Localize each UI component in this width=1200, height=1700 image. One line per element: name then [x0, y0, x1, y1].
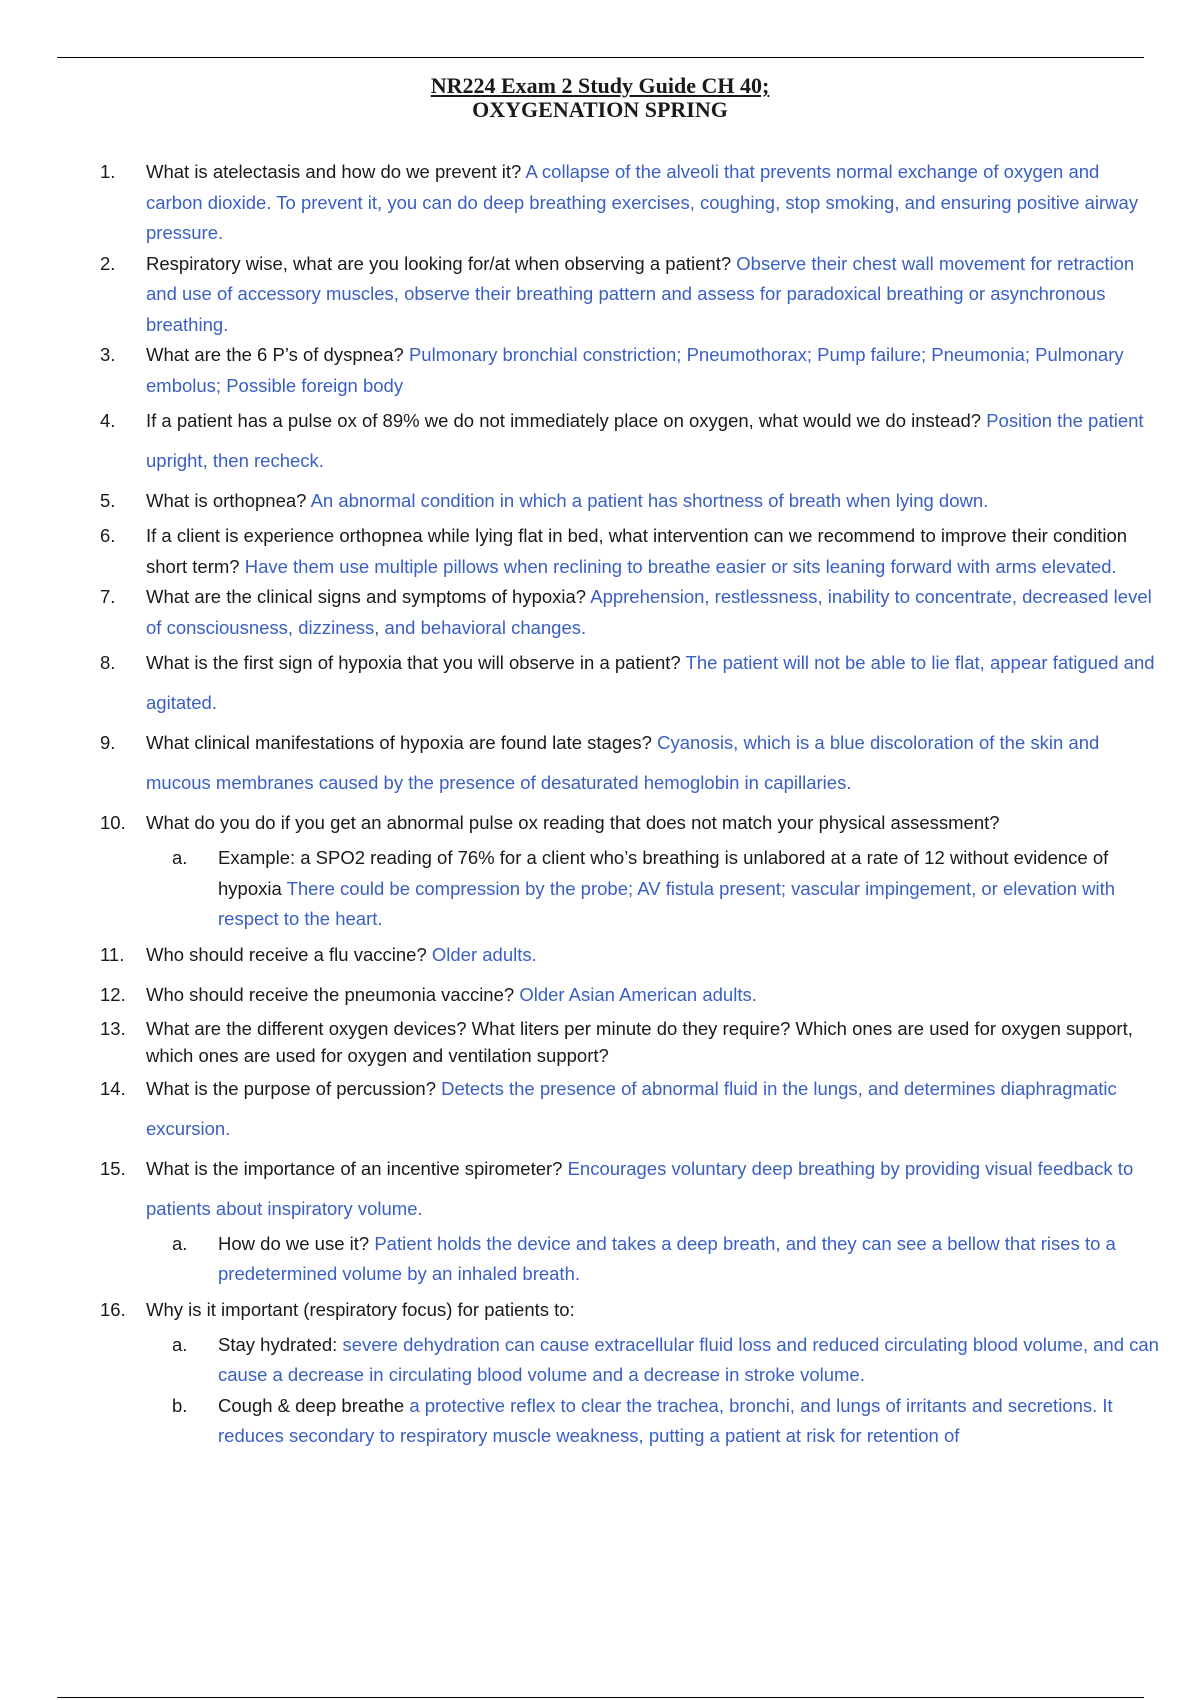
answer-text: An abnormal condition in which a patient has shortness of breath when lying down. — [310, 490, 989, 511]
question-number: 7. — [100, 586, 116, 607]
question-8 — [100, 643, 1160, 723]
page-title — [0, 74, 1200, 122]
question-number: 8. — [100, 652, 116, 673]
subquestion-15a — [172, 1229, 1160, 1290]
subquestion-letter: a. — [172, 1232, 188, 1254]
question-number: 3. — [100, 344, 116, 365]
subquestion-10a — [172, 843, 1160, 935]
question-number: 11. — [100, 943, 125, 965]
answer-text: Pulmonary bronchial constriction; Pneumothorax; Pump failure; Pneumonia; Pulmonary embolus; Possible foreign body — [146, 344, 1124, 396]
bottom-rule — [57, 1697, 1144, 1698]
answer-text: Older Asian American adults. — [519, 983, 757, 1005]
question-number: 10. — [100, 812, 126, 833]
answer-text: Cyanosis, which is a blue discoloration of the skin and mucous membranes caused by the presence of desaturated hemoglobin in capillaries. — [146, 732, 1100, 793]
question-14 — [100, 1069, 1160, 1149]
answer-text: Older adults. — [431, 943, 537, 965]
answer-text: Have them use multiple pillows when reclining to breathe easier or sits leaning forward with arms elevated. — [244, 555, 1117, 577]
question-text: What is the purpose of percussion? — [146, 1077, 436, 1099]
question-number: 14. — [100, 1077, 126, 1099]
subquestion-letter: a. — [172, 1333, 188, 1355]
question-13 — [100, 1015, 1160, 1069]
answer-text: A collapse of the alveoli that prevents normal exchange of oxygen and carbon dioxide. To prevent it, you can do deep breathing exercises, coughing, stop smoking, and ensuring positive airway pressure. — [146, 161, 1139, 243]
top-rule — [57, 57, 1144, 58]
question-text: What is the importance of an incentive spirometer? — [146, 1157, 563, 1179]
question-number: 4. — [100, 410, 116, 431]
subquestion-text: Stay hydrated: — [218, 1333, 338, 1355]
answer-text: Observe their chest wall movement for retraction and use of accessory muscles, observe their breathing pattern and assess for paradoxical breathing or asynchronous breathing. — [146, 252, 1135, 335]
question-number: 15. — [100, 1157, 126, 1179]
answer-text: The patient will not be able to lie flat, appear fatigued and agitated. — [146, 652, 1155, 713]
answer-text: Patient holds the device and takes a deep breath, and they can see a bellow that rises to a predetermined volume by an inhaled breath. — [218, 1232, 1116, 1284]
question-3 — [100, 340, 1160, 401]
subquestion-letter: a. — [172, 847, 188, 868]
question-text: What are the clinical signs and symptoms of hypoxia? — [146, 586, 587, 607]
answer-text: Position the patient upright, then recheck. — [146, 410, 1144, 471]
question-number: 16. — [100, 1298, 126, 1320]
question-text: What are the 6 P’s of dyspnea? — [146, 344, 404, 365]
question-10 — [100, 803, 1160, 843]
answer-text: Apprehension, restlessness, inability to concentrate, decreased level of consciousness, dizziness, and behavioral changes. — [146, 586, 1152, 638]
question-text: Respiratory wise, what are you looking for/at when observing a patient? — [146, 252, 732, 274]
question-15 — [100, 1149, 1160, 1229]
question-text: Why is it important (respiratory focus) for patients to: — [146, 1298, 575, 1320]
question-number: 1. — [100, 161, 116, 182]
question-text: If a patient has a pulse ox of 89% we do not immediately place on oxygen, what would we do instead? — [146, 410, 982, 431]
title-line-1: NR224 Exam 2 Study Guide CH 40; — [430, 73, 770, 98]
question-text: What is orthopnea? — [146, 490, 307, 511]
question-1 — [100, 157, 1160, 249]
question-number: 2. — [100, 252, 116, 274]
question-text: What is atelectasis and how do we prevent it? — [146, 161, 522, 182]
question-text: If a client is experience orthopnea while lying flat in bed, what intervention can we recommend to improve their condition short term? — [146, 525, 1128, 577]
question-11 — [100, 935, 1160, 975]
question-6 — [100, 521, 1160, 582]
question-9 — [100, 723, 1160, 803]
subquestion-text: Example: a SPO2 reading of 76% for a client who’s breathing is unlabored at a rate of 12 without evidence of hypoxia — [218, 847, 1109, 899]
answer-text: There could be compression by the probe; AV fistula present; vascular impingement, or elevation with respect to the heart. — [218, 877, 1116, 929]
question-number: 13. — [100, 1017, 126, 1039]
question-2 — [100, 249, 1160, 341]
answer-text: Encourages voluntary deep breathing by providing visual feedback to patients about inspiratory volume. — [146, 1157, 1134, 1219]
question-text: Who should receive the pneumonia vaccine? — [146, 983, 515, 1005]
question-number: 6. — [100, 525, 116, 546]
subquestion-16a — [172, 1330, 1160, 1391]
question-number: 12. — [100, 983, 126, 1005]
question-text: What are the different oxygen devices? What liters per minute do they require? Which ones are used for oxygen support, which ones are used for oxygen and ventilation support? — [146, 1017, 1133, 1066]
question-list — [100, 157, 1160, 1452]
answer-text: a protective reflex to clear the trachea, bronchi, and lungs of irritants and secretions. It reduces secondary to respiratory muscle weakness, putting a patient at risk for retention of — [218, 1394, 1113, 1446]
question-16 — [100, 1290, 1160, 1330]
question-text: What clinical manifestations of hypoxia are found late stages? — [146, 732, 652, 753]
question-12 — [100, 975, 1160, 1015]
title-line-2: OXYGENATION SPRING — [472, 97, 728, 122]
question-number: 9. — [100, 732, 116, 753]
subquestion-text: How do we use it? — [218, 1232, 370, 1254]
answer-text: Detects the presence of abnormal fluid in the lungs, and determines diaphragmatic excursion. — [146, 1077, 1117, 1139]
question-text: What do you do if you get an abnormal pulse ox reading that does not match your physical assessment? — [146, 812, 1000, 833]
question-text: What is the first sign of hypoxia that you will observe in a patient? — [146, 652, 681, 673]
question-4 — [100, 401, 1160, 481]
answer-text: severe dehydration can cause extracellular fluid loss and reduced circulating blood volume, and can cause a decrease in circulating blood volume and a decrease in stroke volume. — [218, 1333, 1159, 1385]
subquestion-16b — [172, 1391, 1160, 1452]
subquestion-letter: b. — [172, 1394, 188, 1416]
question-number: 5. — [100, 490, 116, 511]
question-5 — [100, 481, 1160, 521]
subquestion-text: Cough & deep breathe — [218, 1394, 405, 1416]
question-text: Who should receive a flu vaccine? — [146, 943, 427, 965]
question-7 — [100, 582, 1160, 643]
